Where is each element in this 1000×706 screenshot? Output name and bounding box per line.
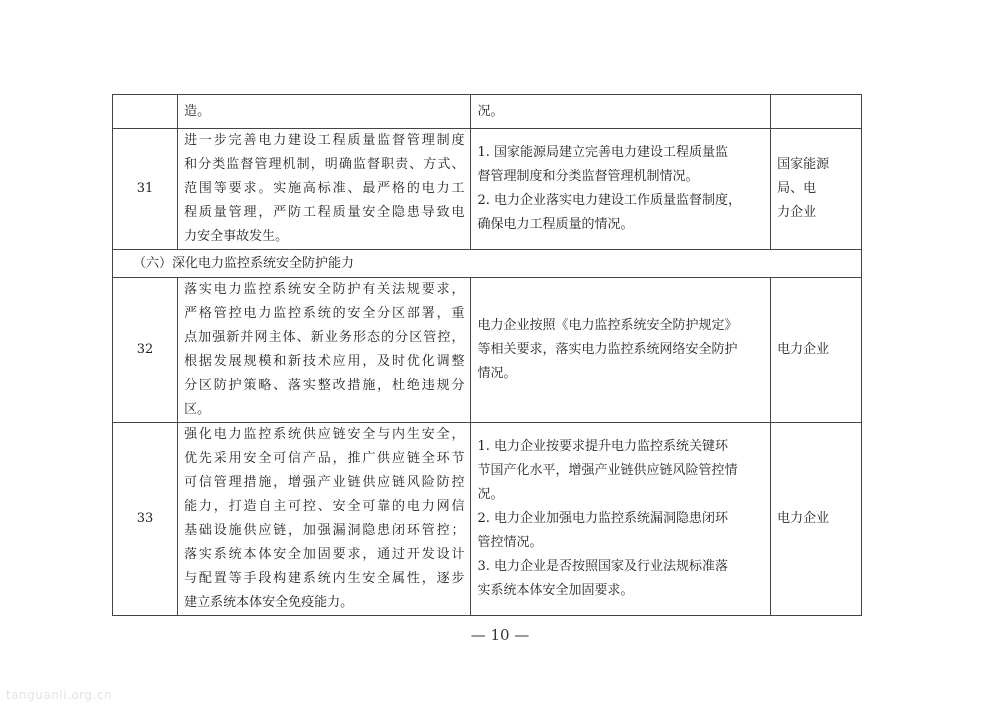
- task-cell-line: 强化电力监控系统供应链安全与内生安全，: [184, 427, 465, 442]
- check-cell-line: 2. 电力企业加强电力监控系统漏洞隐患闭环: [477, 511, 729, 526]
- task-cell-line: 和分类监督管理机制，明确监督职责、方式、: [184, 157, 465, 172]
- row-number: 32: [113, 278, 178, 423]
- task-cell: [178, 423, 471, 616]
- owner-cell-line: 国家能源局、电: [777, 157, 830, 196]
- page-number: — 10 —: [470, 626, 530, 644]
- check-cell: [471, 95, 771, 129]
- row-number: 33: [113, 423, 178, 616]
- task-cell-line: 力安全事故发生。: [184, 229, 289, 244]
- task-cell-line: 范围等要求。实施高标准、最严格的电力工: [184, 181, 465, 196]
- check-cell-line: 3. 电力企业是否按照国家及行业法规标准落: [477, 559, 729, 574]
- check-cell-line: 管控情况。: [477, 535, 543, 550]
- check-cell-line: 节国产化水平，增强产业链供应链风险管控情: [477, 463, 738, 478]
- table-row: [113, 95, 862, 129]
- check-cell-line: 实系统本体安全加固要求。: [477, 583, 634, 598]
- check-cell: [471, 129, 771, 250]
- check-cell-line: 督管理制度和分类监督管理机制情况。: [477, 169, 699, 184]
- owner-cell: [771, 129, 862, 250]
- table-row: [113, 129, 862, 250]
- owner-cell: [771, 278, 862, 423]
- supervision-table: [112, 94, 862, 616]
- owner-cell: [771, 423, 862, 616]
- task-cell-line: 落实电力监控系统安全防护有关法规要求，: [184, 282, 465, 297]
- owner-cell-line: 电力企业: [777, 511, 830, 526]
- owner-cell-line: 电力企业: [777, 342, 830, 357]
- check-cell-line: 况。: [477, 487, 504, 502]
- task-cell-line: 分区防护策略、落实整改措施，杜绝违规分: [184, 378, 465, 393]
- section-title: （六）深化电力监控系统安全防护能力: [113, 250, 862, 278]
- task-cell-line: 可信管理措施，增强产业链供应链风险防控: [184, 475, 465, 490]
- check-cell-line: 确保电力工程质量的情况。: [477, 217, 634, 232]
- check-cell-line: 况。: [477, 103, 504, 119]
- table-body: [113, 95, 862, 616]
- owner-cell: [771, 95, 862, 129]
- table-row: [113, 278, 862, 423]
- task-cell-line: 程质量管理，严防工程质量安全隐患导致电: [184, 205, 465, 220]
- task-cell-line: 根据发展规模和新技术应用，及时优化调整: [184, 354, 465, 369]
- task-cell-line: 与配置等手段构建系统内生安全属性，逐步: [184, 571, 465, 586]
- task-cell: [178, 278, 471, 423]
- row-number: 31: [113, 129, 178, 250]
- task-cell-line: 点加强新并网主体、新业务形态的分区管控，: [184, 330, 465, 345]
- check-cell-line: 1. 国家能源局建立完善电力建设工程质量监: [477, 145, 729, 160]
- row-number: [113, 95, 178, 129]
- task-cell-line: 能力，打造自主可控、安全可靠的电力网信: [184, 499, 465, 514]
- check-cell-line: 电力企业按照《电力监控系统安全防护规定》: [477, 318, 738, 333]
- check-cell-line: 等相关要求，落实电力监控系统网络安全防护: [477, 342, 738, 357]
- task-cell-line: 进一步完善电力建设工程质量监督管理制度: [184, 133, 465, 148]
- task-cell-line: 严格管控电力监控系统的安全分区部署，重: [184, 306, 465, 321]
- section-row: [113, 250, 862, 278]
- check-cell-line: 2. 电力企业落实电力建设工作质量监督制度，: [477, 193, 742, 208]
- task-cell-line: 基础设施供应链，加强漏洞隐患闭环管控；: [184, 523, 465, 538]
- task-cell-line: 建立系统本体安全免疫能力。: [184, 595, 354, 610]
- task-cell: [178, 95, 471, 129]
- task-cell-line: 造。: [184, 103, 211, 119]
- check-cell-line: 1. 电力企业按要求提升电力监控系统关键环: [477, 439, 729, 454]
- table-row: [113, 423, 862, 616]
- task-cell-line: 落实系统本体安全加固要求，通过开发设计: [184, 547, 465, 562]
- task-cell-line: 优先采用安全可信产品，推广供应链全环节: [184, 451, 465, 466]
- check-cell: [471, 423, 771, 616]
- task-cell-line: 区。: [184, 402, 211, 417]
- owner-cell-line: 力企业: [777, 205, 817, 220]
- task-cell: [178, 129, 471, 250]
- check-cell: [471, 278, 771, 423]
- check-cell-line: 情况。: [477, 366, 517, 381]
- watermark: tanguanli.org.cn: [6, 688, 113, 702]
